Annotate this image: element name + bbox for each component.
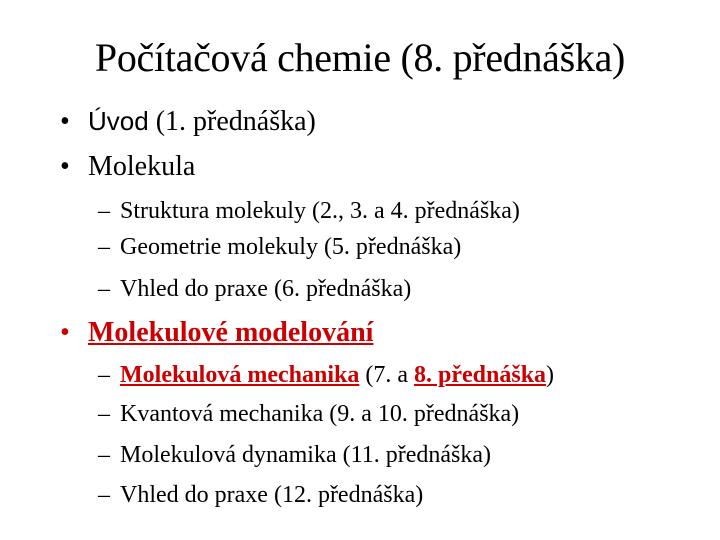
- subitem-kvantova: [98, 399, 519, 429]
- subitem-mechanika-mid: (7. a: [359, 362, 414, 388]
- link-molekulova-mechanika[interactable]: Molekulová mechanika: [120, 362, 360, 388]
- bullet-uvod-label: Úvod: [88, 106, 149, 136]
- subitem-vhled-6: [98, 274, 411, 304]
- dash-marker: –: [98, 198, 110, 224]
- bullet-marker: •: [60, 317, 70, 348]
- subitem-mechanika: [98, 360, 554, 390]
- slide-title: Počítačová chemie (8. přednáška): [94, 35, 626, 80]
- bullet-uvod-paren: (1. přednáška): [148, 106, 316, 137]
- dash-marker: –: [98, 442, 110, 468]
- bullet-marker: •: [60, 106, 70, 137]
- subitem-geometrie-text: Geometrie molekuly (5. přednáška): [120, 234, 462, 260]
- subitem-dynamika-text: Molekulová dynamika (11. přednáška): [120, 442, 492, 468]
- dash-marker: –: [98, 482, 110, 508]
- dash-marker: –: [98, 276, 110, 302]
- bullet-marker: •: [60, 151, 70, 182]
- subitem-vhled-12-text: Vhled do praxe (12. přednáška): [120, 482, 424, 508]
- link-molekulove-modelovani[interactable]: Molekulové modelování: [88, 317, 374, 348]
- link-8-prednaska[interactable]: 8. přednáška: [414, 362, 547, 388]
- subitem-geometrie: [98, 232, 461, 262]
- subitem-mechanika-end: ): [546, 362, 555, 388]
- dash-marker: –: [98, 234, 110, 260]
- subitem-vhled-12: [98, 480, 423, 510]
- dash-marker: –: [98, 401, 110, 427]
- subitem-dynamika: [98, 440, 491, 470]
- bullet-uvod: [60, 104, 316, 139]
- subitem-kvantova-text: Kvantová mechanika (9. a 10. přednáška): [120, 401, 520, 427]
- bullet-modelovani: [60, 316, 373, 350]
- subitem-struktura-text: Struktura molekuly (2., 3. a 4. přednáška): [120, 198, 520, 224]
- bullet-molekula: [60, 150, 195, 184]
- subitem-vhled-6-text: Vhled do praxe (6. přednáška): [120, 276, 412, 302]
- dash-marker: –: [98, 362, 110, 388]
- subitem-struktura: [98, 196, 520, 226]
- bullet-molekula-label: Molekula: [88, 151, 196, 182]
